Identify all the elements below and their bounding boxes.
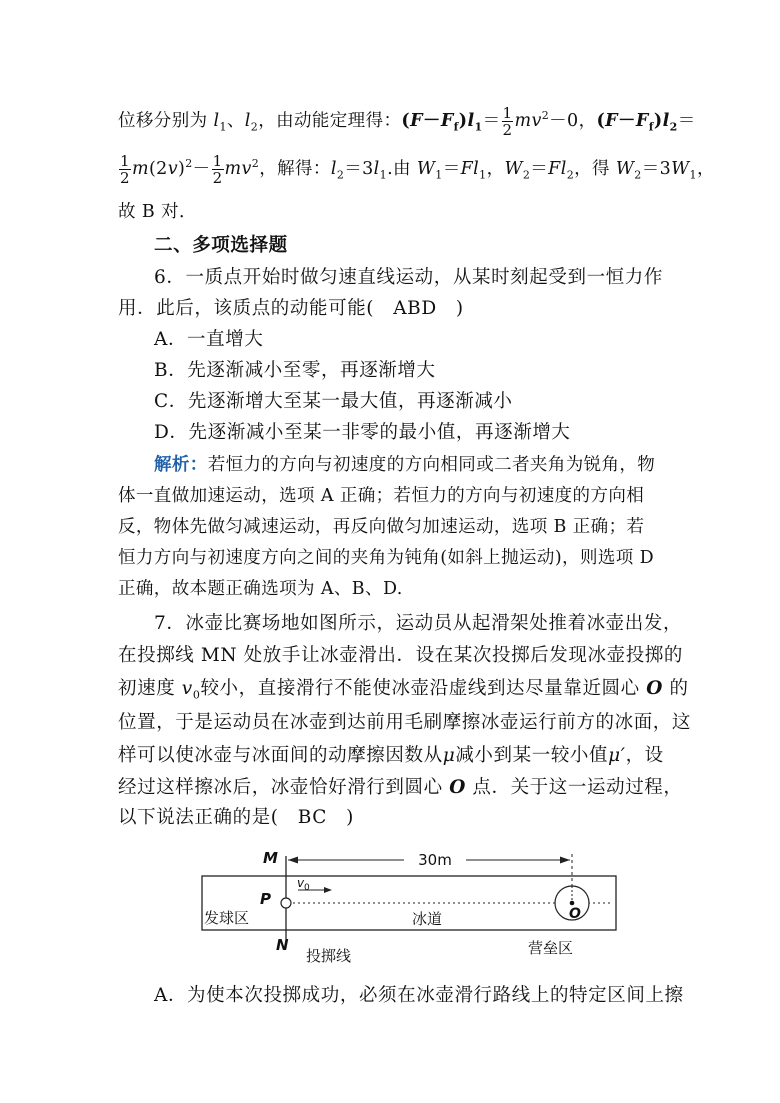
- q6-solution-line-4: 恒力方向与初速度方向之间的夹角为钝角(如斜上抛运动)，则选项 D: [118, 548, 655, 568]
- q6-option-b: B．先逐渐减小至零，再逐渐增大: [154, 360, 436, 381]
- q6-stem-line-2: 用．此后，该质点的动能可能( ABD ): [118, 298, 464, 319]
- previous-solution-line-2: $\frac{1}{2}$ $m(2v)^2-$ $\frac{1}{2}$ $mv^2$，解得：$l_2=3l_1$.由 $W_1=Fl_1$，$W_2=Fl_2$，得 $W_2=3W_1$，: [120, 151, 715, 187]
- q6-solution-line-3: 反，物体先做匀减速运动，再反向做匀加速运动，选项 B 正确；若: [118, 517, 645, 537]
- distance-arrow-right: [560, 857, 570, 864]
- velocity-subscript: 0: [304, 883, 310, 893]
- previous-solution-line-3: 故 B 对．: [118, 202, 197, 222]
- q7-stem-line-3: 初速度 $v_0$较小，直接滑行不能使冰壶沿虚线到达尽量靠近圆心 O 的: [118, 678, 689, 702]
- q7-stem-line-2: 在投掷线 MN 处放手让冰壶滑出．设在某次投掷后发现冰壶投掷的: [118, 645, 683, 666]
- section-title: 二、多项选择题: [154, 235, 288, 256]
- curling-stone-p: [281, 898, 291, 908]
- ice-lane-label: 冰道: [412, 910, 443, 928]
- q6-option-a: A．一直增大: [154, 329, 264, 350]
- throw-line-label: 投掷线: [306, 947, 352, 965]
- q7-stem-line-1: 7．冰壶比赛场地如图所示，运动员从起滑架处推着冰壶出发，: [154, 613, 683, 634]
- fraction-half: $\frac{1}{2}$: [502, 103, 513, 139]
- q6-solution-line-5: 正确，故本题正确选项为 A、B、D.: [118, 579, 403, 599]
- launch-zone-label: 发球区: [204, 909, 250, 927]
- q7-stem-line-6: 经过这样擦冰后，冰壶恰好滑行到圆心 O 点．关于这一运动过程，: [118, 777, 683, 798]
- q6-option-c: C．先逐渐增大至某一最大值，再逐渐减小: [154, 391, 513, 412]
- house-label: 营垒区: [528, 939, 574, 957]
- q6-stem-line-1: 6．一质点开始时做匀速直线运动，从某时刻起受到一恒力作: [154, 267, 663, 288]
- solution-label: 解析：: [154, 455, 208, 475]
- label-n: N: [276, 936, 289, 954]
- label-o: O: [569, 906, 581, 922]
- label-p: P: [260, 890, 271, 908]
- q6-solution-line-2: 体一直做加速运动，选项 A 正确；若恒力的方向与初速度的方向相: [118, 486, 645, 506]
- fraction-half: $\frac{1}{2}$: [212, 151, 223, 187]
- distance-label: 30m: [418, 851, 452, 869]
- q7-stem-line-4: 位置，于是运动员在冰壶到达前用毛刷摩擦冰壶运行前方的冰面，这: [118, 712, 692, 733]
- center-point-o: [570, 901, 575, 906]
- q7-stem-line-5: 样可以使冰壶与冰面间的动摩擦因数从μ减小到某一较小值μ′，设: [118, 745, 664, 766]
- q7-option-a: A．为使本次投掷成功，必须在冰壶滑行路线上的特定区间上擦: [154, 985, 684, 1006]
- label-m: M: [263, 849, 278, 867]
- previous-solution-line-1: 位移分别为 $l_1$、$l_2$，由动能定理得：$(F-F_f)l_1=$ $\frac{1}{2}$ $mv^2-0$，$(F-F_f)l_2=$: [118, 103, 696, 139]
- q7-stem-line-7: 以下说法正确的是( BC ): [118, 807, 354, 828]
- velocity-label: v: [297, 876, 305, 890]
- distance-arrow-left: [288, 857, 298, 864]
- fraction-half: $\frac{1}{2}$: [120, 151, 130, 187]
- curling-field-diagram: [196, 848, 626, 968]
- q6-option-d: D．先逐渐减小至某一非零的最小值，再逐渐增大: [154, 422, 571, 443]
- q6-solution-line-1: 解析：若恒力的方向与初速度的方向相同或二者夹角为锐角，物: [154, 455, 656, 475]
